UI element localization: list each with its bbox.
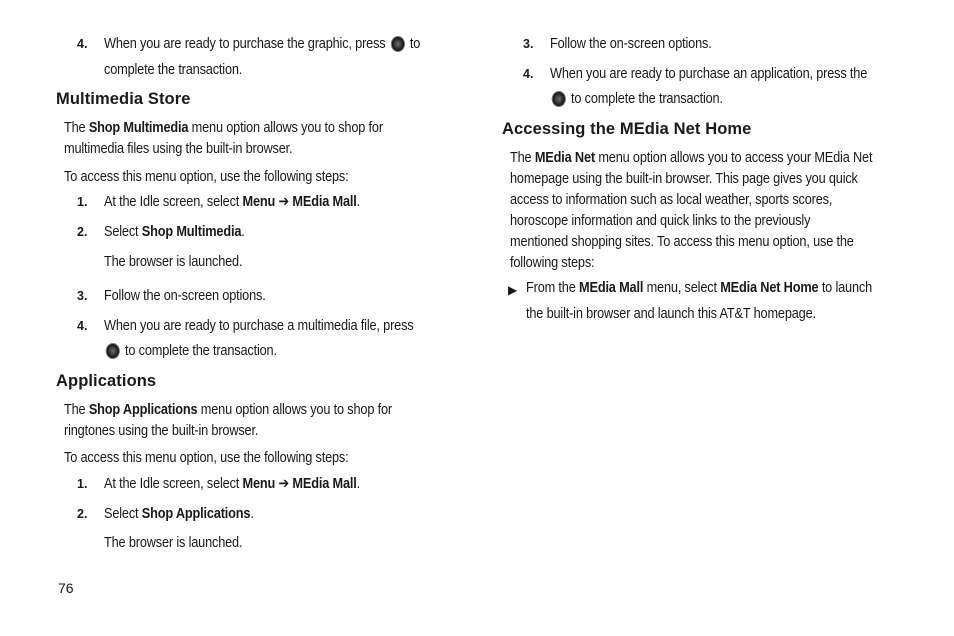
text: menu option allows you to shop for [200, 402, 392, 418]
section-heading-multimedia: Multimedia Store [56, 90, 191, 108]
step-text-pre: When you are ready to purchase the graphic, press [104, 36, 386, 52]
step-number: 2. [77, 507, 88, 521]
step-number: 3. [523, 37, 534, 51]
paragraph-line: homepage using the built-in browser. This page gives you quick [510, 171, 858, 187]
paragraph-line: multimedia files using the built-in browser. [64, 141, 293, 157]
paragraph-line [64, 400, 392, 421]
paragraph-line: horoscope information and quick links to the previously [510, 213, 811, 229]
text: At the Idle screen, select [104, 194, 240, 210]
text: The [510, 150, 532, 166]
step-text-post: to [409, 36, 421, 52]
step-text: Follow the on-screen options. [104, 288, 266, 304]
end-key-icon [106, 343, 120, 359]
arrow-icon: ➔ [278, 476, 290, 492]
end-key-icon [391, 36, 405, 52]
paragraph-line: mentioned shopping sites. To access this menu option, use the [510, 234, 854, 250]
paragraph-line: access to information such as local weather, sports scores, [510, 192, 833, 208]
section-heading-applications: Applications [56, 372, 157, 390]
bold-text: MEdia Net Home [720, 280, 819, 296]
step-text: When you are ready to purchase a multimedia file, press [104, 318, 414, 334]
bold-text: MEdia Mall [292, 194, 357, 210]
text: to launch [821, 280, 873, 296]
bullet-text [526, 278, 872, 299]
paragraph-line: following steps: [510, 255, 595, 271]
text: to complete the transaction. [570, 91, 723, 107]
step-number: 3. [77, 289, 88, 303]
bold-text: Shop Multimedia [141, 224, 242, 240]
step-text: Follow the on-screen options. [550, 36, 712, 52]
bold-text: MEdia Net [534, 150, 595, 166]
paragraph-line: To access this menu option, use the following steps: [64, 450, 349, 466]
bold-text: Shop Multimedia [88, 120, 189, 136]
page-number: 76 [58, 580, 74, 596]
bold-text: Shop Applications [88, 402, 198, 418]
step-number: 4. [523, 67, 534, 81]
text: menu option allows you to shop for [191, 120, 383, 136]
section-heading-medianet: Accessing the MEdia Net Home [502, 120, 752, 138]
step-text-line2 [550, 89, 723, 110]
bullet-text-line2: the built-in browser and launch this AT&T homepage. [526, 306, 816, 322]
text: The [64, 120, 86, 136]
bold-text: MEdia Mall [292, 476, 357, 492]
paragraph-line [510, 148, 872, 169]
text: . [241, 224, 245, 240]
bold-text: MEdia Mall [579, 280, 644, 296]
step-number: 1. [77, 477, 88, 491]
end-key-icon [552, 91, 566, 107]
step-text-line2 [104, 341, 277, 362]
step-text [104, 192, 360, 213]
text: to complete the transaction. [124, 343, 277, 359]
step-text [104, 474, 360, 495]
step-number: 1. [77, 195, 88, 209]
step-text: When you are ready to purchase an application, press the [550, 66, 868, 82]
text: Select [104, 506, 139, 522]
arrow-icon: ➔ [278, 194, 290, 210]
text: . [250, 506, 254, 522]
bullet-arrow-icon: ▶ [508, 283, 518, 297]
step-text [104, 34, 420, 55]
paragraph-line: ringtones using the built-in browser. [64, 423, 259, 439]
step-number: 4. [77, 319, 88, 333]
text: From the [526, 280, 576, 296]
text: Select [104, 224, 139, 240]
paragraph-line: To access this menu option, use the following steps: [64, 169, 349, 185]
text: menu, select [646, 280, 717, 296]
bold-text: Shop Applications [141, 506, 251, 522]
bold-text: Menu [242, 476, 276, 492]
step-subtext: The browser is launched. [104, 535, 243, 551]
text: . [356, 194, 360, 210]
step-text [104, 504, 254, 525]
text: At the Idle screen, select [104, 476, 240, 492]
step-subtext: The browser is launched. [104, 254, 243, 270]
text: The [64, 402, 86, 418]
bold-text: Menu [242, 194, 276, 210]
text: menu option allows you to access your MEdia Net [598, 150, 873, 166]
step-text-line2: complete the transaction. [104, 62, 243, 78]
step-text [104, 222, 245, 243]
paragraph-line [64, 118, 383, 139]
step-number: 4. [77, 37, 88, 51]
step-number: 2. [77, 225, 88, 239]
text: . [356, 476, 360, 492]
